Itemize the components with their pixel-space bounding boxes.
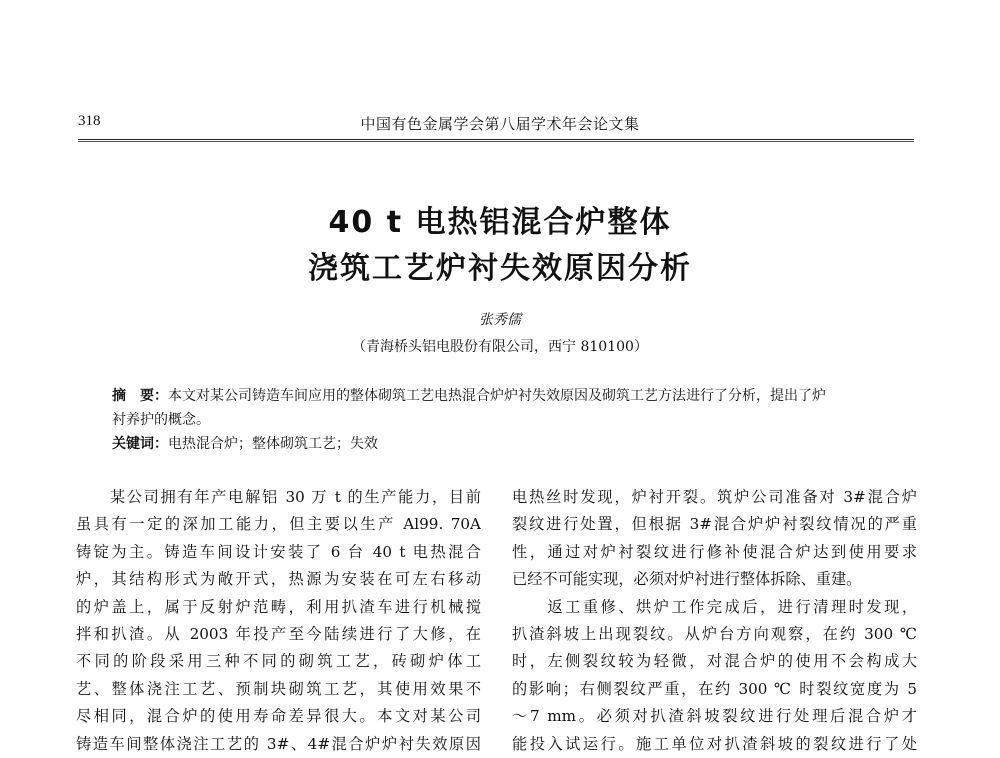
body-line: 能投入试运行。施工单位对扒渣斜坡的裂纹进行了处 [512,734,917,753]
body-line: 扒渣斜坡上出现裂纹。从炉台方向观察，在约 300 ℃ [512,624,917,643]
body-line: 返工重修、烘炉工作完成后，进行清理时发现， [512,597,917,616]
paper-title-line-1: 40 t 电热铝混合炉整体 [328,205,672,240]
body-line: 时，左侧裂纹较为轻微，对混合炉的使用不会构成大 [512,652,917,671]
keywords [112,432,890,456]
body-line: 裂纹进行处置，但根据 3#混合炉炉衬裂纹情况的严重 [512,515,917,534]
body-line: 某公司拥有年产电解铝 30 万 t 的生产能力，目前 [76,488,481,506]
body-line: 电热丝时发现，炉衬开裂。筑炉公司准备对 3#混合炉 [512,488,917,506]
body-line: 尽相同，混合炉的使用寿命差异很大。本文对某公司 [76,707,481,726]
abstract-line-1 [112,384,890,408]
abstract-line-2: 衬养护的概念。 [112,412,210,428]
body-line: 铸造车间整体浇注工艺的 3#、4#混合炉炉衬失效原因 [76,734,481,753]
header-rule [78,139,914,140]
paper-title-line-2: 浇筑工艺炉衬失效原因分析 [308,251,692,286]
page-number: 318 [78,113,101,129]
body-line: ～7 mm。必须对扒渣斜坡裂纹进行处理后混合炉才 [512,707,917,726]
abstract [112,384,890,432]
body-line: 炉，其结构形式为敞开式，热源为安装在可左右移动 [76,570,481,589]
body-left-column [76,484,481,758]
body-line: 的影响；右侧裂纹严重，在约 300 ℃ 时裂纹宽度为 5 [512,679,917,698]
running-head: 中国有色金属学会第八届学术年会论文集 [360,115,640,133]
affiliation: （青海桥头铝电股份有限公司，西宁 810100） [352,339,648,355]
body-line: 艺、整体浇注工艺、预制块砌筑工艺，其使用效果不 [76,679,481,698]
keywords-text: 电热混合炉；整体砌筑工艺；失效 [168,436,378,452]
body-line: 不同的阶段采用三种不同的砌筑工艺，砖砌炉体工 [76,652,481,671]
abstract-text-1: 本文对某公司铸造车间应用的整体砌筑工艺电热混合炉炉衬失效原因及砌筑工艺方法进行了分析，提出了炉 [168,388,826,404]
body-line: 已经不可能实现，必须对炉衬进行整体拆除、重建。 [512,570,862,589]
keywords-label: 关键词： [112,436,168,452]
body-line: 性，通过对炉衬裂纹进行修补使混合炉达到使用要求 [512,542,917,561]
body-line: 的炉盖上，属于反射炉范畴，利用扒渣车进行机械搅 [76,597,481,616]
body-right-column [512,484,917,758]
body-line: 虽具有一定的深加工能力，但主要以生产 Al99. 70A [76,515,481,534]
body-line: 拌和扒渣。从 2003 年投产至今陆续进行了大修，在 [76,624,481,643]
author: 张秀儒 [479,312,521,328]
body-line: 铸锭为主。铸造车间设计安装了 6 台 40 t 电热混合 [76,542,481,561]
abstract-label: 摘 要： [112,388,168,404]
